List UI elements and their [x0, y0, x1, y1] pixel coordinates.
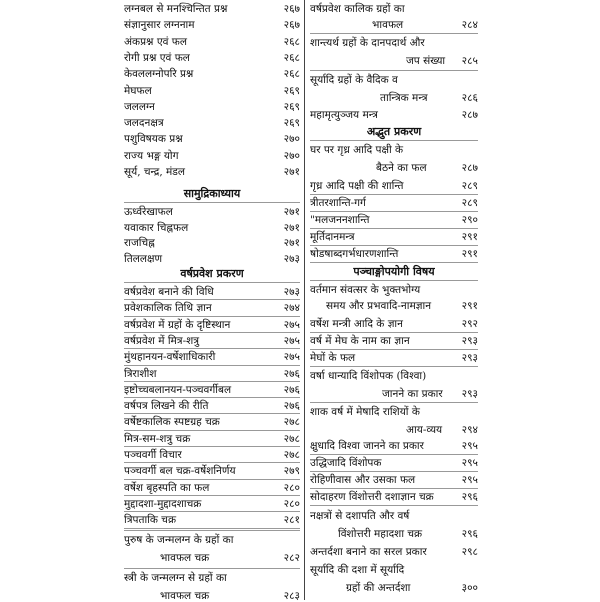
entry-title: स्त्री के जन्मलग्न से ग्रहों का [124, 572, 227, 584]
entry-rule [124, 316, 300, 317]
entry-title: जललग्न [124, 100, 155, 113]
page-number: २७९ [283, 465, 300, 478]
entry-rule [124, 397, 300, 398]
page-number: २९३ [461, 335, 478, 347]
entry-title: जलदनक्षत्र [124, 117, 164, 130]
page-number: २७० [283, 149, 300, 162]
page-number: २७१ [283, 237, 300, 249]
page-number: २८० [283, 497, 300, 510]
page-number: २९१ [461, 231, 478, 243]
page-number: २६८ [283, 51, 300, 64]
page-number: २७५ [283, 351, 300, 364]
entry-title: त्रीतरशान्ति-गर्ग [310, 197, 366, 209]
entry-title: शान्त्यर्थ ग्रहों के दानपदार्थ और [310, 37, 425, 49]
entry-rule [310, 471, 478, 472]
entry-title: वर्षप्रवेश में मित्र-शत्रु [124, 334, 200, 347]
entry-title: संज्ञानुसार लग्ननाम [124, 19, 195, 32]
page-number: २९४ [461, 424, 478, 436]
entry-title: मूर्तिदानमन्त्र [310, 231, 355, 243]
entry-title: जप संख्या [406, 55, 446, 67]
entry-title: जानने का प्रकार [382, 388, 443, 400]
entry-rule [124, 495, 300, 496]
page-number: २९६ [461, 528, 478, 540]
page-number: २७१ [283, 221, 300, 234]
entry-title: वर्षेष्टकालिक स्पष्टग्रह चक्र [124, 416, 220, 429]
entry-rule [310, 349, 478, 350]
entry-title: मेघों के फल [310, 352, 356, 364]
entry-rule [310, 262, 478, 263]
entry-title: नक्षत्रों से दशापति और वर्ष [310, 510, 410, 522]
entry-rule [310, 245, 478, 246]
entry-title: "मलजननशान्ति [310, 214, 370, 226]
entry-rule [310, 402, 478, 403]
page-number: २८० [283, 481, 300, 494]
entry-title: महामृत्युञ्जय मन्त्र [310, 109, 378, 121]
page-number: २८५ [461, 55, 478, 67]
heading-rule [310, 140, 478, 141]
entry-rule [124, 430, 300, 431]
entry-title: भावफल चक्र [160, 552, 210, 564]
page-number: २८३ [283, 590, 300, 602]
entry-title: वर्तमान संवत्सर के भुक्तभोग्य [310, 284, 421, 296]
entry-title: सूर्यादि ग्रहों के वैदिक व [310, 74, 398, 86]
entry-rule [310, 70, 478, 71]
page-number: २९२ [461, 318, 478, 330]
entry-title: वर्षपत्र लिखने की रीति [124, 400, 209, 413]
entry-title: सोदाहरण विंशोत्तरी दशाज्ञान चक्र [310, 491, 434, 503]
entry-rule [124, 348, 300, 349]
page-number: २६९ [283, 100, 300, 113]
entry-title: गृध्र आदि पक्षी की शान्ति [310, 180, 404, 192]
entry-rule [310, 454, 478, 455]
page-number: २९८ [461, 546, 478, 558]
entry-title: केवललग्नोपरि प्रश्न [124, 68, 194, 81]
page-number: २७६ [283, 367, 300, 380]
entry-title: रोहिणीवास और उसका फल [310, 474, 416, 486]
entry-title: बैठने का फल [376, 162, 427, 174]
page-number: २६७ [283, 3, 300, 15]
entry-rule [124, 446, 300, 447]
entry-title: विंशोत्तरी महादशा चक्र [338, 528, 423, 540]
entry-title: त्रिराशीश [124, 367, 157, 380]
entry-title: प्रवेशकालिक तिथि ज्ञान [124, 302, 212, 315]
entry-rule [310, 33, 478, 34]
heading-rule [310, 280, 478, 281]
entry-rule [310, 505, 478, 506]
entry-rule [124, 568, 300, 569]
entry-title: वर्षेश बृहस्पति का फल [124, 481, 210, 494]
page-number: २८७ [461, 162, 478, 174]
page-number: २९५ [461, 474, 478, 486]
entry-title: वर्षप्रवेश बनाने की विधि [124, 286, 214, 298]
entry-title: रोगी प्रश्न एवं फल [124, 51, 190, 64]
heading-rule [124, 202, 300, 203]
page-number: २७१ [283, 166, 300, 178]
entry-title: यवाकार चिह्नफल [124, 221, 189, 234]
page-number: २९५ [461, 440, 478, 452]
entry-title: पञ्चवर्गी बल चक्र-वर्षेशनिर्णय [124, 465, 236, 478]
entry-rule [124, 462, 300, 463]
entry-rule [124, 528, 300, 529]
page-number: २९१ [461, 248, 478, 260]
page-number: २९० [461, 214, 478, 226]
entry-title: त्रिपताकि चक्र [124, 514, 177, 527]
page-number: ३०० [461, 582, 478, 594]
page-number: २६७ [283, 19, 300, 32]
entry-rule [124, 381, 300, 382]
page-number: २७५ [283, 334, 300, 347]
entry-title: तान्त्रिक मन्त्र [380, 92, 428, 104]
entry-rule [124, 511, 300, 512]
page-number: २७४ [283, 302, 300, 315]
entry-rule [310, 194, 478, 195]
entry-title: राज्य भङ्ग योग [124, 149, 179, 162]
page-number: २७३ [283, 286, 300, 298]
page-number: २८२ [283, 552, 300, 564]
toc-left-column [124, 0, 300, 600]
entry-title: पशुविषयक प्रश्न [124, 133, 183, 146]
entry-title: इष्टोच्चबलानयन-पञ्चवर्गीबल [124, 383, 232, 396]
entry-title: मेघफल [124, 84, 152, 97]
page-number: २६८ [283, 68, 300, 81]
entry-title: वर्षेश मन्त्री आदि के ज्ञान [310, 318, 403, 330]
page-number: २८६ [461, 92, 478, 104]
entry-title: भावफल चक्र [160, 590, 210, 602]
page-number: २७५ [283, 318, 300, 331]
page-number: २७६ [283, 400, 300, 413]
entry-title: पुरुष के जन्मलग्न के ग्रहों का [124, 534, 234, 546]
entry-title: क्षुधादि विश्वा जानने का प्रकार [310, 440, 424, 452]
page-number: २९३ [461, 352, 478, 364]
entry-title: वर्षा धान्यादि विंशोपक (विश्वा) [310, 370, 427, 382]
section-heading-varshapravesh: वर्षप्रवेश प्रकरण [180, 267, 244, 280]
entry-rule [310, 488, 478, 489]
section-heading-panchang: पञ्चाङ्गोपयोगी विषय [353, 265, 435, 278]
entry-rule [124, 530, 300, 531]
entry-title: शाक वर्ष में मेषादि राशियों के [310, 406, 420, 418]
entry-title: उद्धिजादि विंशोपक [310, 457, 382, 469]
entry-title: घर पर गृध्र आदि पक्षी के [310, 144, 404, 156]
section-heading-adbhut: अद्भुत प्रकरण [366, 125, 422, 138]
entry-title: अन्तर्दशा बनाने का सरल प्रकार [310, 546, 427, 558]
entry-title: मित्र-सम-शत्रु चक्र [124, 432, 191, 445]
page-number: २७८ [283, 416, 300, 429]
entry-title: सूर्यादि की दशा में सूर्यादि [310, 564, 405, 576]
entry-rule [124, 332, 300, 333]
entry-title: आय-व्यय [406, 424, 443, 436]
page-number: २७० [283, 133, 300, 146]
entry-title: पञ्चवर्गी विचार [124, 449, 182, 461]
toc-right-column [310, 0, 478, 600]
entry-rule [124, 413, 300, 414]
entry-title: वर्ष में मेघ के नाम का ज्ञान [310, 335, 410, 347]
entry-title: भावफल [372, 19, 404, 31]
entry-title: समय और प्रभवादि-नामज्ञान [326, 300, 432, 312]
entry-title: तिललक्षण [124, 252, 163, 265]
page-number: २८४ [461, 19, 478, 31]
entry-title: अंकप्रश्न एवं फल [124, 35, 188, 48]
page-number: २९१ [461, 300, 478, 312]
page-number: २९६ [461, 491, 478, 503]
entry-title: षोडषाब्दगर्भधारणशान्ति [310, 248, 399, 260]
entry-rule [124, 479, 300, 480]
entry-rule [310, 366, 478, 367]
entry-title: वर्षप्रवेश में ग्रहों के दृष्टिस्थान [124, 318, 231, 331]
entry-rule [124, 365, 300, 366]
entry-rule [310, 211, 478, 212]
column-divider [304, 0, 305, 600]
page-number: २९५ [461, 457, 478, 469]
entry-title: मुंथहानयन-वर्षेशाधिकारी [124, 351, 216, 364]
page-number: २७१ [283, 206, 300, 218]
page-number: २६९ [283, 84, 300, 97]
entry-title: लग्नबल से मनश्चिन्तित प्रश्न [124, 3, 228, 15]
heading-rule [124, 282, 300, 283]
entry-title: वर्षप्रवेश कालिक ग्रहों का [310, 3, 405, 15]
entry-rule [310, 332, 478, 333]
page-number: २९३ [461, 388, 478, 400]
section-heading-samudrika: सामुद्रिकाध्याय [183, 187, 241, 200]
entry-title: ग्रहों की अन्तर्दशा [346, 582, 411, 594]
page-number: २८७ [461, 109, 478, 121]
entry-rule [310, 228, 478, 229]
page-number: २८९ [461, 197, 478, 209]
entry-title: ऊर्ध्वरेखाफल [124, 206, 173, 218]
entry-title: मुद्दादशा-मुद्दादशाचक्र [124, 497, 202, 510]
page-number: २८१ [283, 514, 300, 527]
page-number: २७६ [283, 383, 300, 396]
page-number: २७३ [283, 252, 300, 265]
page-number: २७८ [283, 449, 300, 461]
entry-title: सूर्य, चन्द्र, मंडल [124, 166, 186, 178]
page-number: २६८ [283, 35, 300, 48]
entry-title: राजचिह्न [124, 237, 155, 249]
page-number: २६९ [283, 117, 300, 130]
page-number: २७८ [283, 432, 300, 445]
entry-rule [124, 299, 300, 300]
page-number: २८९ [461, 180, 478, 192]
